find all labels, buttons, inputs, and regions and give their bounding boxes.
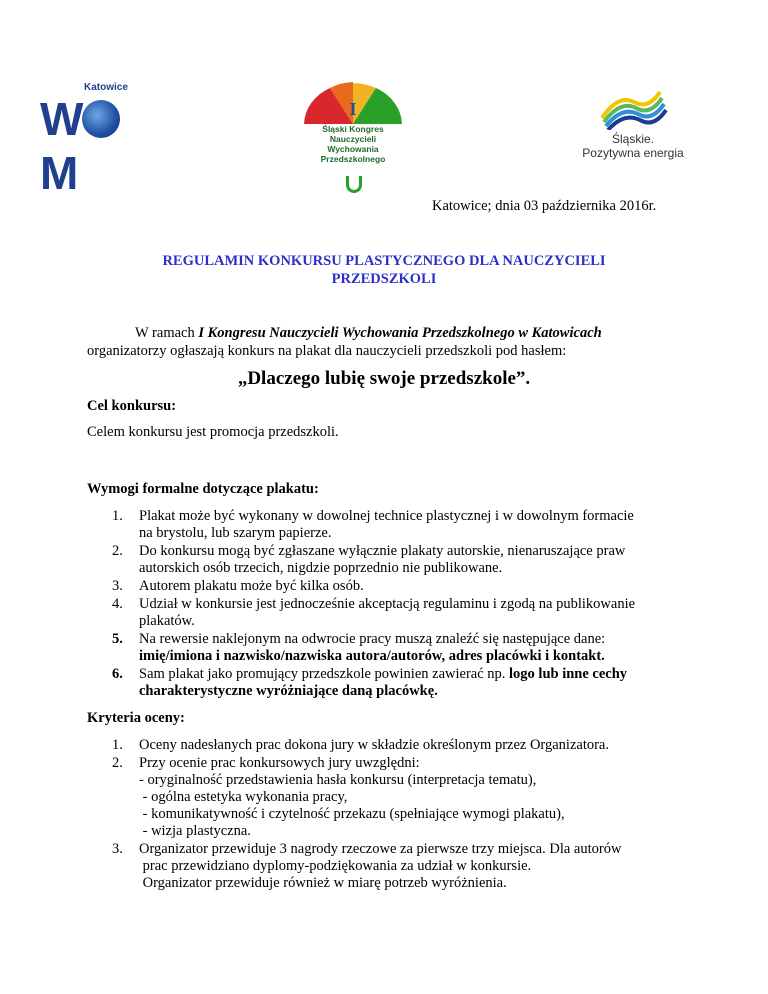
document-title: REGULAMIN KONKURSU PLASTYCZNEGO DLA NAUCZYCIELI PRZEDSZKOLI <box>162 253 606 287</box>
list-item: 1. Plakat może być wykonany w dowolnej technice plastycznej i w dowolnym formacie na brystolu, lub szarym papierze. <box>112 508 634 541</box>
umbrella-icon <box>300 82 406 126</box>
globe-icon <box>82 100 120 138</box>
wom-logo-city: Katowice <box>84 82 128 93</box>
list-item: 6. Sam plakat jako promujący przedszkole powinien zawierać np. logo lub inne cechy charakterystyczne wyróżniające daną placówkę. <box>112 666 628 699</box>
logo-bar <box>0 76 768 199</box>
kryteria-list <box>87 737 687 893</box>
intro-paragraph: W ramach I Kongresu Nauczycieli Wychowania Przedszkolnego w Katowicach organizatorzy ogłaszają konkurs na plakat dla nauczycieli przedszkoli pod hasłem: <box>87 325 602 359</box>
kongres-logo <box>300 82 406 194</box>
cel-heading: Cel konkursu: <box>87 398 177 414</box>
kongres-numeral: I <box>349 99 357 119</box>
list-item: 3. Autorem plakatu może być kilka osób. <box>112 578 364 594</box>
list-item: 3. Organizator przewiduje 3 nagrody rzeczowe za pierwsze trzy miejsca. Dla autorów prac przewidziano dyplomy-podziękowania za udział w konkursie. Organizator przewiduje również w miarę potrzeb wyróżnienia. <box>112 841 622 891</box>
wom-logo <box>40 82 152 199</box>
kryteria-heading: Kryteria oceny: <box>87 710 185 726</box>
congress-name: I Kongresu Nauczycieli Wychowania Przedszkolnego w Katowicach <box>198 325 602 341</box>
slaskie-logo <box>568 88 692 162</box>
wymogi-heading: Wymogi formalne dotyczące plakatu: <box>87 481 319 497</box>
kongres-logo-text: Śląski Kongres Nauczycieli Wychowania Przedszkolnego <box>320 124 386 164</box>
waves-icon <box>568 88 692 130</box>
umbrella-handle-icon <box>346 176 362 193</box>
list-item: 5. Na rewersie naklejonym na odwrocie pracy muszą znaleźć się następujące dane: imię/imiona i nazwisko/nazwiska autora/autorów, adres placówki i kontakt. <box>112 631 606 664</box>
list-item: 2. Do konkursu mogą być zgłaszane wyłącznie plakaty autorskie, nienaruszające praw autorskich osób trzecich, nigdzie poprzednio nie publikowane. <box>112 543 626 576</box>
document-date: Katowice; dnia 03 października 2016r. <box>432 198 657 214</box>
list-item: 4. Udział w konkursie jest jednocześnie akceptacją regulaminu i zgodą na publikowanie plakatów. <box>112 596 636 629</box>
contest-motto: „Dlaczego lubię swoje przedszkole”. <box>237 368 531 389</box>
slaskie-logo-text: Śląskie. Pozytywna energia <box>582 132 684 160</box>
wom-logo-letters: WM <box>40 92 152 200</box>
wymogi-list <box>87 508 687 701</box>
list-item: 1. Oceny nadesłanych prac dokona jury w składzie określonym przez Organizatora. <box>112 737 609 753</box>
cel-text: Celem konkursu jest promocja przedszkoli. <box>87 424 339 440</box>
list-item: 2. Przy ocenie prac konkursowych jury uwzględni: - oryginalność przedstawienia hasła konkursu (interpretacja tematu), - ogólna estetyka wykonania pracy, - komunikatywność i czytelność przekazu (spełniające wymogi plakatu), - wizja plastyczna. <box>112 755 565 839</box>
